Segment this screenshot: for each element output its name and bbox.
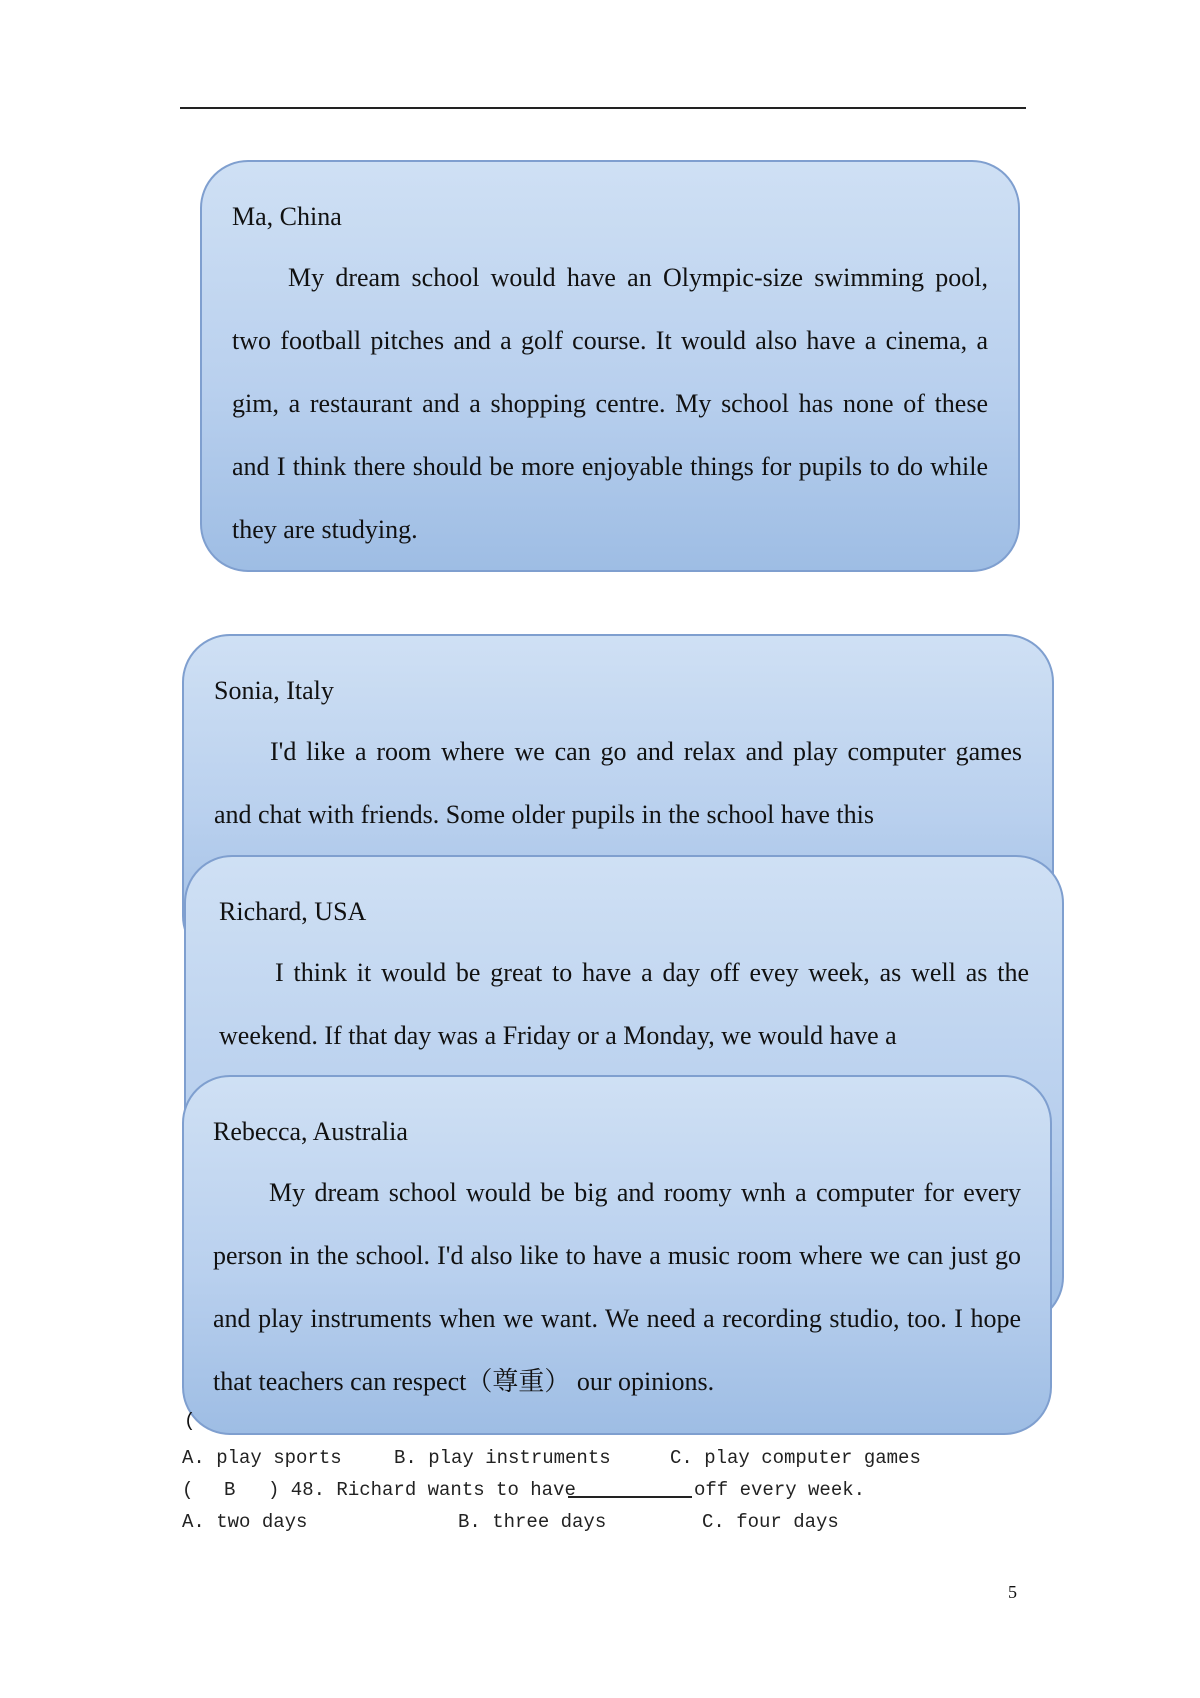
answer-blank xyxy=(568,1474,692,1509)
card-text: I'd like a room where we can go and relax and play computer games and chat with friends. Some older pupils in the school have this xyxy=(214,737,1022,829)
question-48 xyxy=(182,1474,1062,1506)
card-text: My dream school would be big and roomy wnh a computer for every person in the school. I'd also like to have a music room where we can just go and play instruments when we want. We need a recording studio, too. I hope that teachers can respect（尊重） our opinions. xyxy=(213,1178,1021,1396)
question-open-paren: ( xyxy=(182,1479,194,1501)
card-author: Sonia, Italy xyxy=(214,676,334,705)
question-answer: B xyxy=(224,1479,236,1501)
card-author: Richard, USA xyxy=(219,897,367,926)
card-author: Rebecca, Australia xyxy=(213,1117,408,1146)
card-author: Ma, China xyxy=(232,202,342,231)
card-ma-china xyxy=(200,160,1020,572)
option-c: C. four days xyxy=(702,1511,839,1533)
question-48-options xyxy=(182,1506,1062,1538)
question-stem-end: off every week. xyxy=(694,1479,866,1501)
question-47-paren: ( xyxy=(184,1410,196,1432)
question-47-options xyxy=(182,1442,1062,1474)
page-number: 5 xyxy=(1008,1582,1017,1602)
header-rule xyxy=(180,107,1026,109)
option-a: A. two days xyxy=(182,1511,308,1533)
option-a: A. play sports xyxy=(182,1447,342,1469)
questions-section xyxy=(182,1412,1062,1538)
option-b: B. play instruments xyxy=(394,1447,611,1469)
option-c: C. play computer games xyxy=(670,1447,921,1469)
option-b: B. three days xyxy=(458,1511,607,1533)
card-text: My dream school would have an Olympic-size swimming pool, two football pitches and a golf course. It would also have a cinema, a gim, a restaurant and a shopping centre. My school has none of these and I think there should be more enjoyable things for pupils to do while they are studying. xyxy=(232,263,988,544)
question-stem: ) 48. Richard wants to have xyxy=(268,1479,576,1501)
card-rebecca-australia xyxy=(182,1075,1052,1435)
card-text: I think it would be great to have a day off evey week, as well as the weekend. If that day was a Friday or a Monday, we would have a xyxy=(219,958,1029,1050)
